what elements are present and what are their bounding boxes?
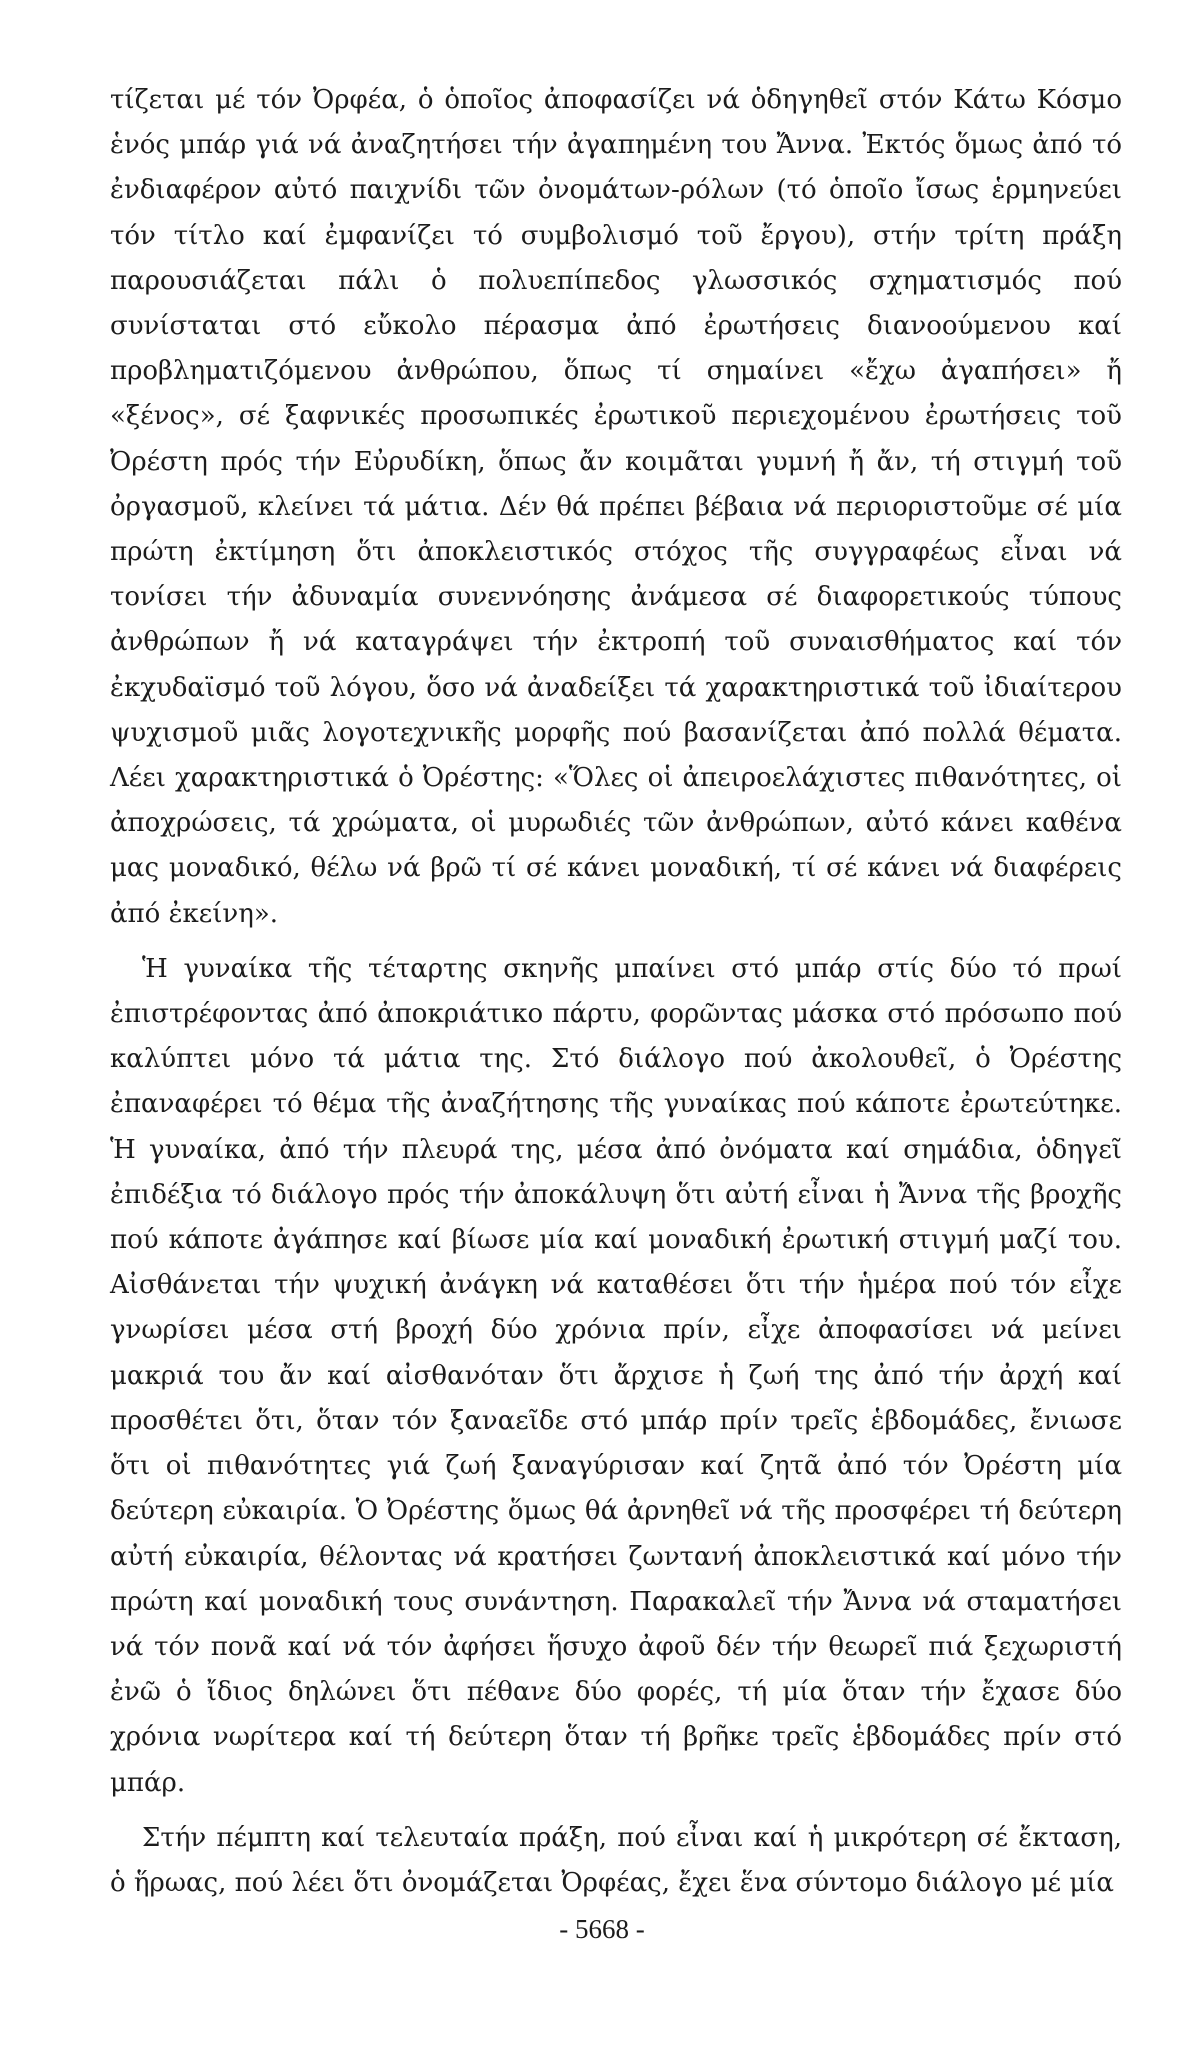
page-number: - 5668 - (559, 1914, 645, 1944)
paragraph-1: τίζεται μέ τόν Ὀρφέα, ὁ ὁποῖος ἀποφασίζει νά ὁδηγηθεῖ στόν Κάτω Κόσμο ἑνός μπάρ γιά νά ἀναζητήσει τήν ἀγαπημένη του Ἄννα. Ἐκτός ὅμως ἀπό τό ἐνδιαφέρον αὐτό παιχνίδι τῶν ὀνομάτων-ρόλων (τό ὁποῖο ἴσως ἑρμηνεύει τόν τίτλο καί ἐμφανίζει τό συμβολισμό τοῦ ἔργου), στήν τρίτη πράξη παρουσιάζεται πάλι ὁ πολυεπίπεδος γλωσσικός σχηματισμός πού συνίσταται στό εὔκολο πέρασμα ἀπό ἐρωτήσεις διανοούμενου καί προβληματιζόμενου ἀνθρώπου, ὅπως τί σημαίνει «ἔχω ἀγαπήσει» ἤ «ξένος», σέ ξαφνικές προσωπικές ἐρωτικοῦ περιεχομένου ἐρωτήσεις τοῦ Ὀρέστη πρός τήν Εὐρυδίκη, ὅπως ἄν κοιμᾶται γυμνή ἤ ἄν, τή στιγμή τοῦ ὀργασμοῦ, κλείνει τά μάτια. Δέν θά πρέπει βέβαια νά περιοριστοῦμε σέ μία πρώτη ἐκτίμηση ὅτι ἀποκλειστικός στόχος τῆς συγγραφέως εἶναι νά τονίσει τήν ἀδυναμία συνεννόησης ἀνάμεσα σέ διαφορετικούς τύπους ἀνθρώπων ἤ νά καταγράψει τήν ἐκτροπή τοῦ συναισθήματος καί τόν ἐκχυδαϊσμό τοῦ λόγου, ὅσο νά ἀναδείξει τά χαρακτηριστικά τοῦ ἰδιαίτερου ψυχισμοῦ μιᾶς λογοτεχνικῆς μορφῆς πού βασανίζεται ἀπό πολλά θέματα. Λέει χαρακτηριστικά ὁ Ὀρέστης: «Ὅλες οἱ ἀπειροελάχιστες πιθανότητες, οἱ ἀποχρώσεις, τά χρώματα, οἱ μυρωδιές τῶν ἀνθρώπων, αὐτό κάνει καθένα μας μοναδικό, θέλω νά βρῶ τί σέ κάνει μοναδική, τί σέ κάνει νά διαφέρεις ἀπό ἐκείνη». (110, 85, 1122, 929)
paragraph-3: Στήν πέμπτη καί τελευταία πράξη, πού εἶναι καί ἡ μικρότερη σέ ἔκταση, ὁ ἥρωας, πού λέει ὅτι ὀνομάζεται Ὀρφέας, ἔχει ἕνα σύντομο διάλογο μέ μία (110, 1822, 1122, 1898)
page-body (110, 78, 1122, 1916)
paragraph-2: Ἡ γυναίκα τῆς τέταρτης σκηνῆς μπαίνει στό μπάρ στίς δύο τό πρωί ἐπιστρέφοντας ἀπό ἀποκριάτικο πάρτυ, φορῶντας μάσκα στό πρόσωπο πού καλύπτει μόνο τά μάτια της. Στό διάλογο πού ἀκολουθεῖ, ὁ Ὀρέστης ἐπαναφέρει τό θέμα τῆς ἀναζήτησης τῆς γυναίκας πού κάποτε ἐρωτεύτηκε. Ἡ γυναίκα, ἀπό τήν πλευρά της, μέσα ἀπό ὀνόματα καί σημάδια, ὁδηγεῖ ἐπιδέξια τό διάλογο πρός τήν ἀποκάλυψη ὅτι αὐτή εἶναι ἡ Ἄννα τῆς βροχῆς πού κάποτε ἀγάπησε καί βίωσε μία καί μοναδική ἐρωτική στιγμή μαζί του. Αἰσθάνεται τήν ψυχική ἀνάγκη νά καταθέσει ὅτι τήν ἡμέρα πού τόν εἶχε γνωρίσει μέσα στή βροχή δύο χρόνια πρίν, εἶχε ἀποφασίσει νά μείνει μακριά του ἄν καί αἰσθανόταν ὅτι ἄρχισε ἡ ζωή της ἀπό τήν ἀρχή καί προσθέτει ὅτι, ὅταν τόν ξαναεῖδε στό μπάρ πρίν τρεῖς ἑβδομάδες, ἔνιωσε ὅτι οἱ πιθανότητες γιά ζωή ξαναγύρισαν καί ζητᾶ ἀπό τόν Ὀρέστη μία δεύτερη εὐκαιρία. Ὁ Ὀρέστης ὅμως θά ἀρνηθεῖ νά τῆς προσφέρει τή δεύτερη αὐτή εὐκαιρία, θέλοντας νά κρατήσει ζωντανή ἀποκλειστικά καί μόνο τήν πρώτη καί μοναδική τους συνάντηση. Παρακαλεῖ τήν Ἄννα νά σταματήσει νά τόν πονᾶ καί νά τόν ἀφήσει ἥσυχο ἀφοῦ δέν τήν θεωρεῖ πιά ξεχωριστή ἐνῶ ὁ ἴδιος δηλώνει ὅτι πέθανε δύο φορές, τή μία ὅταν τήν ἔχασε δύο χρόνια νωρίτερα καί τή δεύτερη ὅταν τή βρῆκε τρεῖς ἑβδομάδες πρίν στό μπάρ. (110, 953, 1122, 1798)
